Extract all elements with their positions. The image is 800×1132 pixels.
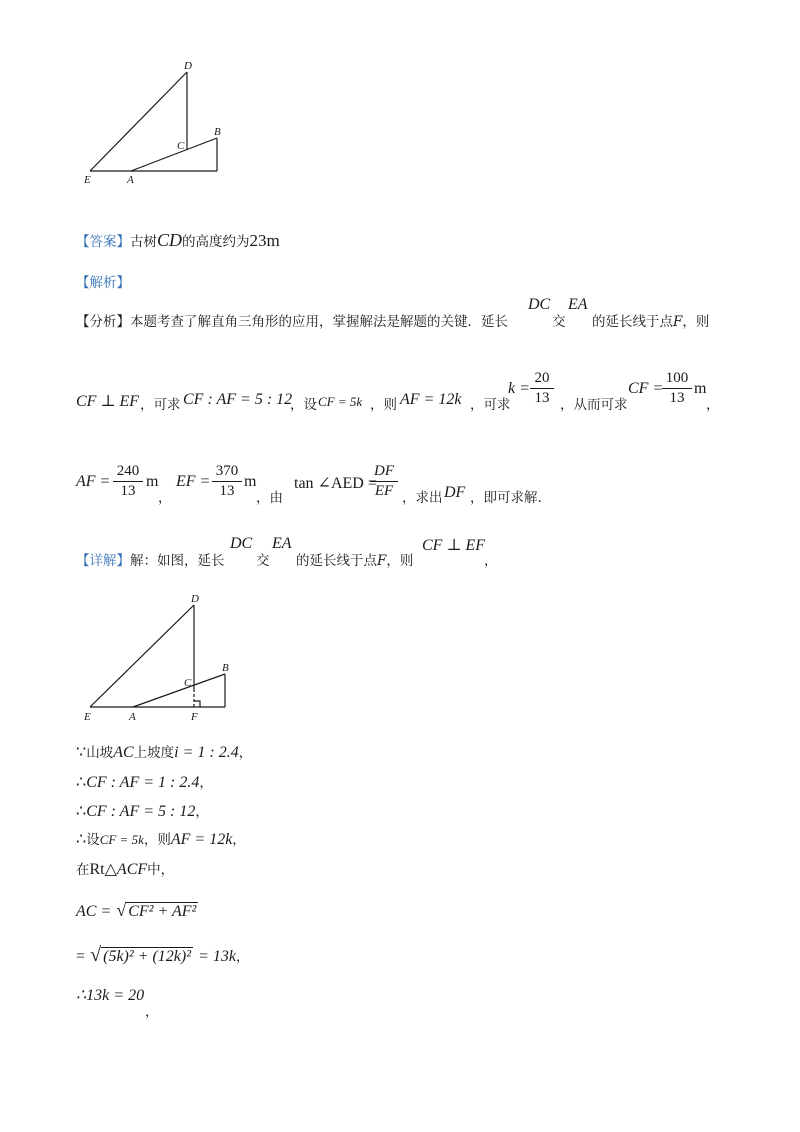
label-D: D <box>184 60 192 72</box>
xiangjie-line: 【详解】解：如图，延长 <box>76 553 225 569</box>
figure-1 <box>80 58 240 188</box>
label-B: B <box>214 126 221 138</box>
line-AB <box>133 674 225 707</box>
label-D: D <box>191 593 199 605</box>
eq-13k: = √ (5k)² + (12k)² = 13k， <box>76 944 250 966</box>
fraction-cf: 100 13 <box>662 370 692 407</box>
label-A: A <box>129 711 136 723</box>
fenxi-ea: EA <box>568 296 588 313</box>
fraction-tan: DF EF <box>370 463 398 500</box>
step-4: ∴设CF = 5k，则AF = 12k， <box>76 831 246 848</box>
answer-value: 23 <box>249 231 267 250</box>
answer-tag: 【答案】 <box>76 234 130 250</box>
label-A: A <box>127 174 134 186</box>
step-1: ∵山坡AC上坡度i = 1 : 2.4， <box>76 744 253 761</box>
label-C: C <box>184 677 192 689</box>
step-5: 在Rt△ACF中， <box>76 861 175 878</box>
ratio-cf-af: CF : AF = 5 : 12 <box>183 391 293 408</box>
fraction-ef: 370 13 <box>212 463 242 500</box>
label-E: E <box>84 174 91 186</box>
analysis-tag: 【解析】 <box>76 275 130 291</box>
label-B: B <box>222 662 229 674</box>
af-12k: AF = 12k <box>400 391 462 408</box>
label-E: E <box>84 711 91 723</box>
eq-ac: AC = √ CF² + AF² <box>76 900 197 920</box>
final-eq: ∴13k = 20 <box>76 987 145 1004</box>
fenxi-dc: DC <box>528 296 551 313</box>
label-C: C <box>177 140 185 152</box>
figure-2 <box>80 588 240 728</box>
segment-cd: CD <box>157 230 183 250</box>
fenxi-line-1: 【分析】本题考查了解直角三角形的应用，掌握解法是解题的关键．延长 <box>76 314 508 330</box>
line-AB <box>131 138 217 171</box>
fraction-af: 240 13 <box>113 463 143 500</box>
answer-line: 【答案】古树CD的高度约为23m <box>76 230 280 250</box>
step-2: ∴CF : AF = 1 : 2.4， <box>76 774 213 791</box>
line-ED <box>90 72 187 171</box>
fraction-k: 20 13 <box>530 370 554 407</box>
line-ED <box>90 605 194 707</box>
step-3: ∴CF : AF = 5 : 12， <box>76 803 209 820</box>
label-F: F <box>191 711 198 723</box>
perp-statement: CF ⊥ EF <box>76 393 140 410</box>
set-cf-5k: CF = 5k <box>318 394 363 409</box>
right-angle-mark <box>194 701 200 707</box>
